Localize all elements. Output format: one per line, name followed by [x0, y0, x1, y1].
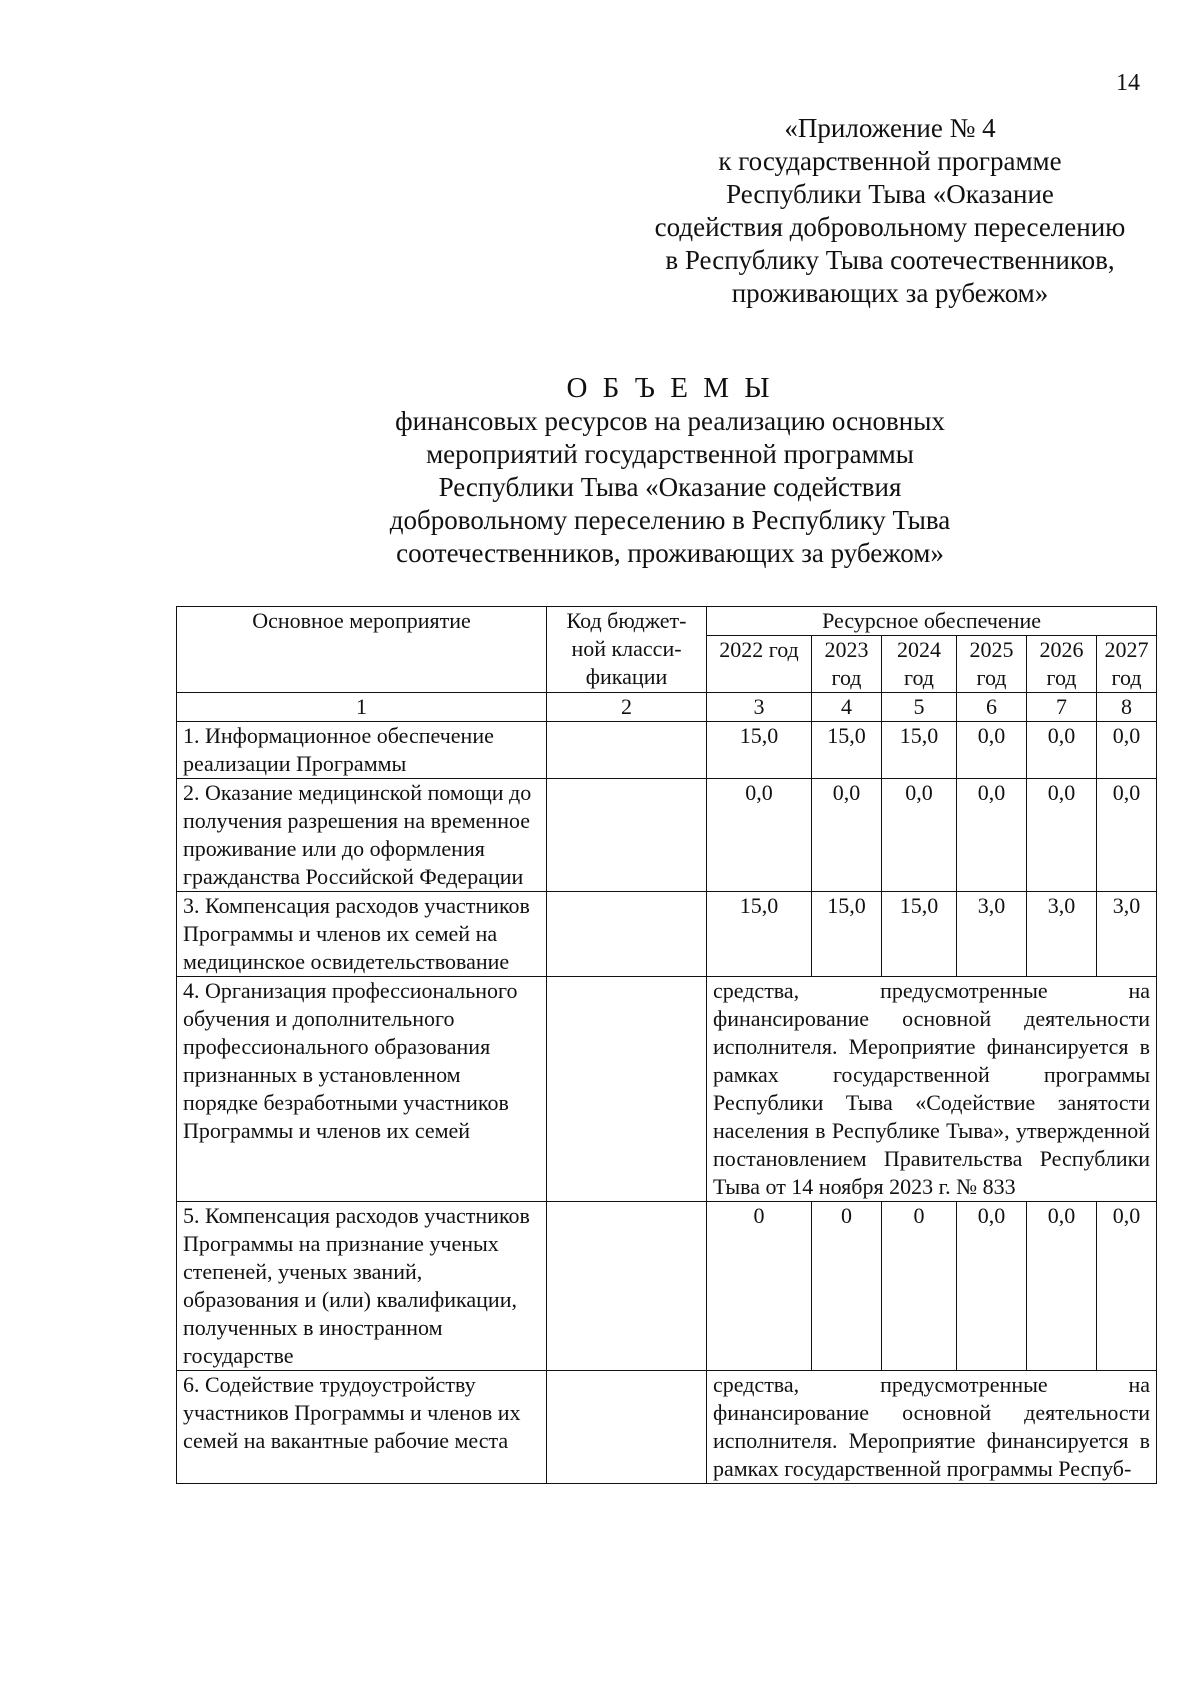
title-line: мероприятий государственной программы [426, 439, 914, 469]
row-value: 15,0 [707, 892, 812, 977]
row-value: 15,0 [812, 892, 882, 977]
row-value: 0,0 [1027, 1202, 1097, 1371]
row-activity: 5. Компенсация расходов участников Программы на признание ученых степеней, ученых званий, образования и (или) квалификации, полученных в иностранном государстве [177, 1202, 547, 1371]
row-value: 3,0 [957, 892, 1027, 977]
column-numbers-row [177, 693, 1157, 722]
resources-table [176, 606, 1157, 1484]
table-row [177, 722, 1157, 779]
row-code [547, 779, 707, 892]
page-number: 14 [1116, 70, 1140, 96]
row-value: 0,0 [1097, 722, 1157, 779]
row-activity: 1. Информационное обеспечение реализации Программы [177, 722, 547, 779]
row-value: 3,0 [1027, 892, 1097, 977]
column-number: 7 [1027, 693, 1097, 722]
header-year: 2023 год [812, 636, 882, 693]
appendix-line: в Республику Тыва соотечественников, [665, 245, 1115, 275]
title-line: добровольному переселению в Республику Тыва [389, 505, 951, 535]
row-value: 0,0 [1027, 779, 1097, 892]
column-number: 6 [957, 693, 1027, 722]
appendix-line: проживающих за рубежом» [731, 278, 1049, 308]
row-value: 0 [707, 1202, 812, 1371]
table-row [177, 977, 1157, 1202]
row-value: 0,0 [1097, 779, 1157, 892]
row-value: 15,0 [707, 722, 812, 779]
row-funding-note: средства, предусмотренные на финансирование основной деятельности исполнителя. Мероприятие финансируется в рамках государственной программы Респуб- [707, 1371, 1157, 1484]
column-number: 4 [812, 693, 882, 722]
row-value: 3,0 [1097, 892, 1157, 977]
appendix-line: содействия добровольному переселению [654, 212, 1126, 242]
column-number: 8 [1097, 693, 1157, 722]
row-funding-note: средства, предусмотренные на финансирование основной деятельности исполнителя. Мероприятие финансируется в рамках государственной программы Республики Тыва «Содействие занятости населения в Республике Тыва», утвержденной постановлением Правительства Республики Тыва от 14 ноября 2023 г. № 833 [707, 977, 1157, 1202]
table-header-row [177, 607, 1157, 636]
row-activity: 6. Содействие трудоустройству участников Программы и членов их семей на вакантные рабочие места [177, 1371, 547, 1484]
row-code [547, 977, 707, 1202]
column-number: 5 [882, 693, 957, 722]
row-value: 0,0 [957, 779, 1027, 892]
column-number: 1 [177, 693, 547, 722]
header-year: 2022 год [707, 636, 812, 693]
row-value: 15,0 [882, 722, 957, 779]
row-value: 0,0 [957, 1202, 1027, 1371]
table-row [177, 1202, 1157, 1371]
row-activity: 4. Организация профессионального обучения и дополнительного профессионального образования признанных в установленном порядке безработными участников Программы и членов их семей [177, 977, 547, 1202]
row-value: 0 [882, 1202, 957, 1371]
header-year: 2024 год [882, 636, 957, 693]
row-value: 0,0 [882, 779, 957, 892]
row-value: 0,0 [812, 779, 882, 892]
title-line: финансовых ресурсов на реализацию основных [395, 406, 945, 436]
header-year: 2025 год [957, 636, 1027, 693]
row-activity: 2. Оказание медицинской помощи до получения разрешения на временное проживание или до оформления гражданства Российской Федерации [177, 779, 547, 892]
row-code [547, 1202, 707, 1371]
row-value: 15,0 [882, 892, 957, 977]
title-line: соотечественников, проживающих за рубежом» [396, 538, 944, 568]
header-activity: Основное мероприятие [177, 607, 547, 693]
table-row [177, 1371, 1157, 1484]
table-row [177, 892, 1157, 977]
row-code [547, 892, 707, 977]
row-activity: 3. Компенсация расходов участников Программы и членов их семей на медицинское освидетельствование [177, 892, 547, 977]
appendix-line: Республики Тыва «Оказание [726, 179, 1054, 209]
appendix-line: «Приложение № 4 [784, 113, 996, 143]
row-value: 0,0 [1097, 1202, 1157, 1371]
document-title [300, 372, 1040, 570]
header-year: 2026 год [1027, 636, 1097, 693]
column-number: 2 [547, 693, 707, 722]
appendix-line: к государственной программе [718, 146, 1062, 176]
row-value: 15,0 [812, 722, 882, 779]
row-value: 0,0 [707, 779, 812, 892]
header-code: Код бюджет-ной класси-фикации [547, 607, 707, 693]
appendix-header [620, 112, 1160, 310]
row-code [547, 722, 707, 779]
row-value: 0,0 [1027, 722, 1097, 779]
table-row [177, 779, 1157, 892]
header-resources: Ресурсное обеспечение [707, 607, 1157, 636]
column-number: 3 [707, 693, 812, 722]
row-value: 0 [812, 1202, 882, 1371]
row-value: 0,0 [957, 722, 1027, 779]
header-year: 2027 год [1097, 636, 1157, 693]
row-code [547, 1371, 707, 1484]
title-heading: О Б Ъ Е М Ы [566, 372, 774, 404]
title-line: Республики Тыва «Оказание содействия [438, 472, 902, 502]
